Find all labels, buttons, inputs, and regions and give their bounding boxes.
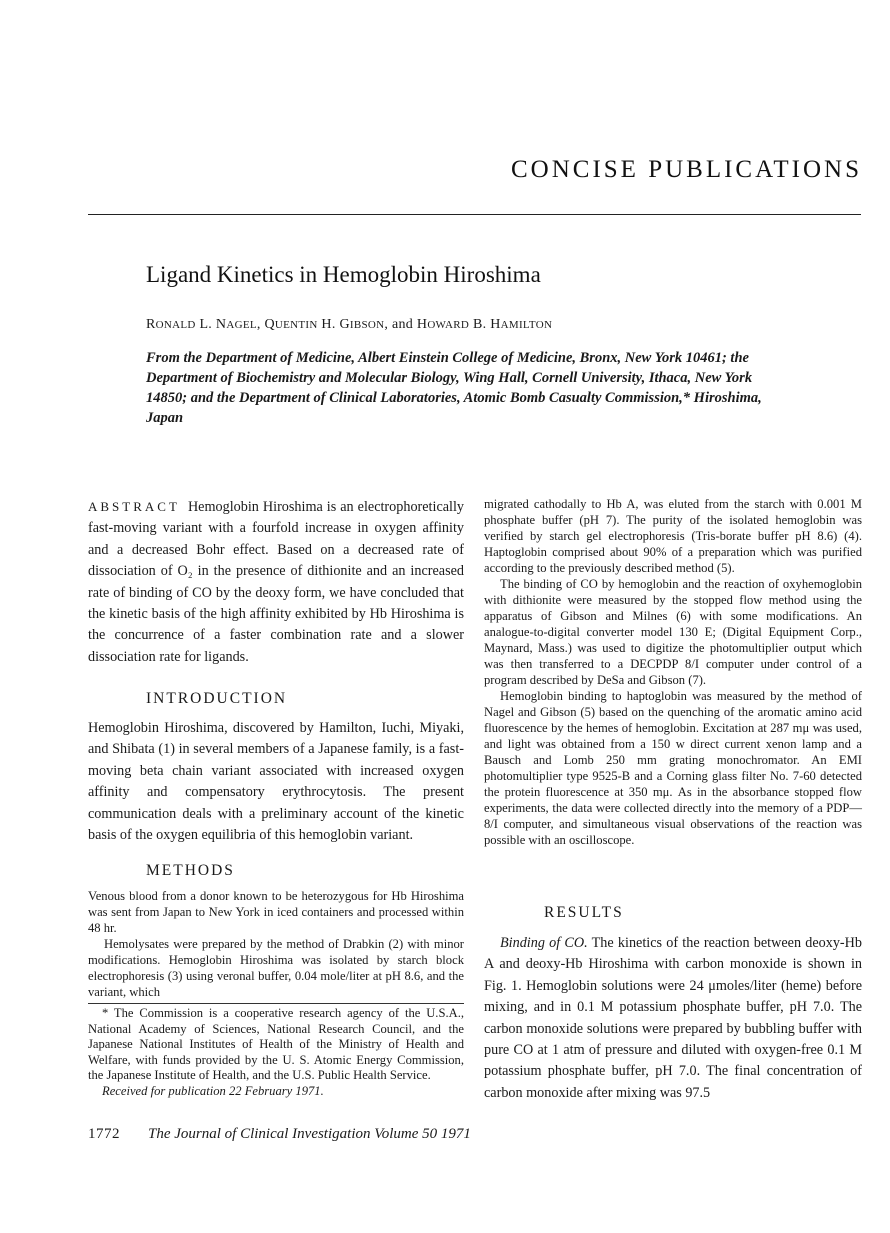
footnote-text: * The Commission is a cooperative research agency of the U.S.A., National Academy of Sciences, National Research Council, and the Japanese National Institutes of Health of the Ministry of Health and Welfare, with funds provided by the U. S. Atomic Energy Commission, the Japanese Institute of Health, and the U.S. Public Health Service. bbox=[88, 1006, 464, 1083]
received-date: Received for publication 22 February 1971. bbox=[102, 1083, 324, 1098]
methods-paragraph-2: Hemolysates were prepared by the method of Drabkin (2) with minor modifications. Hemoglobin Hiroshima was isolated by starch block electrophoresis (3) using veronal buffer, 0.04 mole/liter at pH 8.6, and the variant, which bbox=[88, 937, 464, 999]
footnote bbox=[88, 1006, 464, 1100]
methods-paragraph-2-continued: migrated cathodally to Hb A, was eluted from the starch with 0.001 M phosphate buffer (pH 7). The purity of the isolated hemoglobin was verified by starch gel electrophoresis (Tris-borate buffer pH 8.6) (4). Haptoglobin comprised about 90% of a preparation which was purified according to the previously described method (5). bbox=[484, 497, 862, 575]
methods-heading: METHODS bbox=[146, 862, 235, 879]
introduction-heading: INTRODUCTION bbox=[146, 690, 288, 707]
article-title: Ligand Kinetics in Hemoglobin Hiroshima bbox=[146, 262, 541, 287]
results-paragraph: Binding of CO. The kinetics of the reaction between deoxy-Hb A and deoxy-Hb Hiroshima with carbon monoxide is shown in Fig. 1. Hemoglobin solutions were 24 μmoles/liter (heme) before mixing, and in 0.1 M potassium phosphate buffer, pH 7.0. The carbon monoxide solutions were prepared by bubbling buffer with pure CO at 1 atm of pressure and diluted with oxygen-free 0.1 M potassium phosphate buffer, pH 7.0. The final concentration of carbon monoxide after mixing was 97.5 bbox=[484, 935, 862, 1101]
author-2: QUENTIN H. GIBSON, and bbox=[264, 317, 417, 332]
author-1: RONALD L. NAGEL, bbox=[146, 317, 265, 332]
results-heading-wrap bbox=[484, 904, 862, 922]
abstract bbox=[88, 496, 464, 668]
introduction-heading-wrap bbox=[88, 690, 464, 708]
page-number: 1772 bbox=[88, 1126, 120, 1142]
results-runin: Binding of CO. bbox=[500, 935, 588, 951]
section-banner: CONCISE PUBLICATIONS bbox=[510, 156, 862, 183]
methods-paragraph-4: Hemoglobin binding to haptoglobin was measured by the method of Nagel and Gibson (5) based on the quenching of the aromatic amino acid fluorescence by the hemes of hemoglobin. Excitation at 287 mμ was used, and light was obtained from a 150 w direct current xenon lamp and a Bausch and Lomb 250 mm grating monochromator. An EMI photomultiplier type 9525-B and a Corning glass filter No. 7-60 detected the protein fluorescence at 350 mμ. As in the absorbance stopped flow experiments, the data were collected directly into the memory of a PDP—8/I computer, and simultaneous visual observations of the reaction was possible with an oscilloscope. bbox=[484, 689, 862, 847]
abstract-label: ABSTRACT bbox=[88, 499, 180, 514]
abstract-paragraph: ABSTRACT Hemoglobin Hiroshima is an electrophoretically fast-moving variant with a fourfold increase in oxygen affinity and a decreased Bohr effect. Based on a decreased rate of dissociation of O₂ in the presence of dithionite and an increased rate of binding of CO by the deoxy form, we have concluded that the kinetic basis of the high affinity exhibited by Hb Hiroshima is the concurrence of a faster combination rate and a slower dissociation rate for ligands. bbox=[88, 499, 465, 665]
header-rule bbox=[88, 214, 861, 215]
introduction-paragraph: Hemoglobin Hiroshima, discovered by Hamilton, Iuchi, Miyaki, and Shibata (1) in several members of a Japanese family, is a fast-moving beta chain variant associated with increased oxygen affinity and compensatory erythrocytosis. The present communication deals with a preliminary account of the kinetic basis of the oxygen equilibria of this hemoglobin variant. bbox=[88, 720, 464, 844]
affiliation: From the Department of Medicine, Albert Einstein College of Medicine, Bronx, New York 10461; the Department of Biochemistry and Molecular Biology, Wing Hall, Cornell University, Ithaca, New York 14850; and the Department of Clinical Laboratories, Atomic Bomb Casualty Commission,* Hiroshima, Japan bbox=[146, 350, 762, 426]
methods-section bbox=[88, 888, 464, 1000]
methods-paragraph-1: Venous blood from a donor known to be heterozygous for Hb Hiroshima was sent from Japan to New York in iced containers and processed within 48 hr. bbox=[88, 889, 464, 935]
author-3: HOWARD B. HAMILTON bbox=[416, 317, 553, 332]
footnote-rule bbox=[88, 1003, 464, 1004]
author-line bbox=[146, 317, 552, 333]
methods-heading-wrap bbox=[88, 862, 464, 880]
methods-continued bbox=[484, 496, 862, 848]
introduction-section bbox=[88, 718, 464, 846]
journal-citation: The Journal of Clinical Investigation Volume 50 1971 bbox=[148, 1126, 471, 1142]
results-section bbox=[484, 933, 862, 1104]
page-footer bbox=[88, 1126, 471, 1143]
methods-paragraph-3: The binding of CO by hemoglobin and the reaction of oxyhemoglobin with dithionite were measured by the stopped flow method using the apparatus of Gibson and Milnes (6) with some modifications. An analogue-to-digital converter model 130 E; (Digital Equipment Corp., Maynard, Mass.) was used to digitize the photomultiplier output which was then transferred to a DECPDP 8/I computer under control of a program described by DeSa and Gibson (7). bbox=[484, 577, 862, 687]
results-heading: RESULTS bbox=[544, 904, 624, 921]
